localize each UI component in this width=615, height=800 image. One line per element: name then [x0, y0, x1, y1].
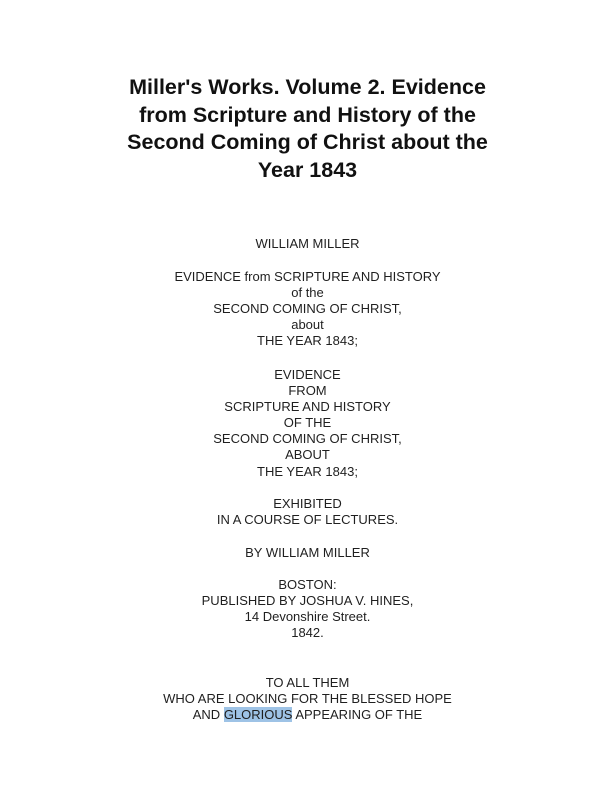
text-line: SECOND COMING OF CHRIST,	[213, 301, 402, 317]
text-line: 1842.	[291, 625, 324, 641]
text-line: SECOND COMING OF CHRIST,	[213, 431, 402, 447]
title-line: from Scripture and History of the	[139, 102, 476, 127]
text-line: FROM	[288, 383, 327, 399]
selected-text-highlight[interactable]: GLORIOUS	[223, 707, 293, 723]
byline: BY WILLIAM MILLER	[245, 545, 370, 560]
text-fragment: APPEARING OF THE	[292, 707, 423, 723]
text-line: about	[291, 317, 324, 333]
text-line	[40, 707, 575, 723]
text-line: EVIDENCE from SCRIPTURE AND HISTORY	[174, 269, 441, 284]
text-line: IN A COURSE OF LECTURES.	[216, 512, 399, 528]
title-line: Year 1843	[257, 157, 358, 182]
text-line: ABOUT	[285, 447, 330, 463]
text-line: SCRIPTURE AND HISTORY	[224, 399, 391, 415]
text-line: THE YEAR 1843;	[257, 463, 358, 479]
text-line: OF THE	[283, 415, 332, 431]
subtitle-block-1	[40, 269, 575, 349]
publisher-block	[40, 577, 575, 641]
document-title	[60, 74, 555, 184]
text-line: 14 Devonshire Street.	[244, 609, 371, 625]
title-line: Miller's Works. Volume 2. Evidence	[129, 75, 486, 99]
text-line: PUBLISHED BY JOSHUA V. HINES,	[201, 593, 414, 609]
text-line: THE YEAR 1843;	[257, 333, 358, 349]
subtitle-block-2	[40, 367, 575, 480]
dedication-block	[40, 675, 575, 723]
text-line: TO ALL THEM	[265, 675, 350, 690]
text-line: WHO ARE LOOKING FOR THE BLESSED HOPE	[163, 691, 452, 707]
author-name: WILLIAM MILLER	[255, 236, 360, 251]
text-line: of the	[291, 285, 324, 301]
subtitle-block-3	[40, 496, 575, 528]
text-line: BOSTON:	[278, 577, 337, 592]
title-line: Second Coming of Christ about the	[127, 130, 488, 154]
text-fragment: AND	[192, 707, 224, 723]
text-line: EXHIBITED	[273, 496, 342, 511]
text-line: EVIDENCE	[274, 367, 341, 382]
